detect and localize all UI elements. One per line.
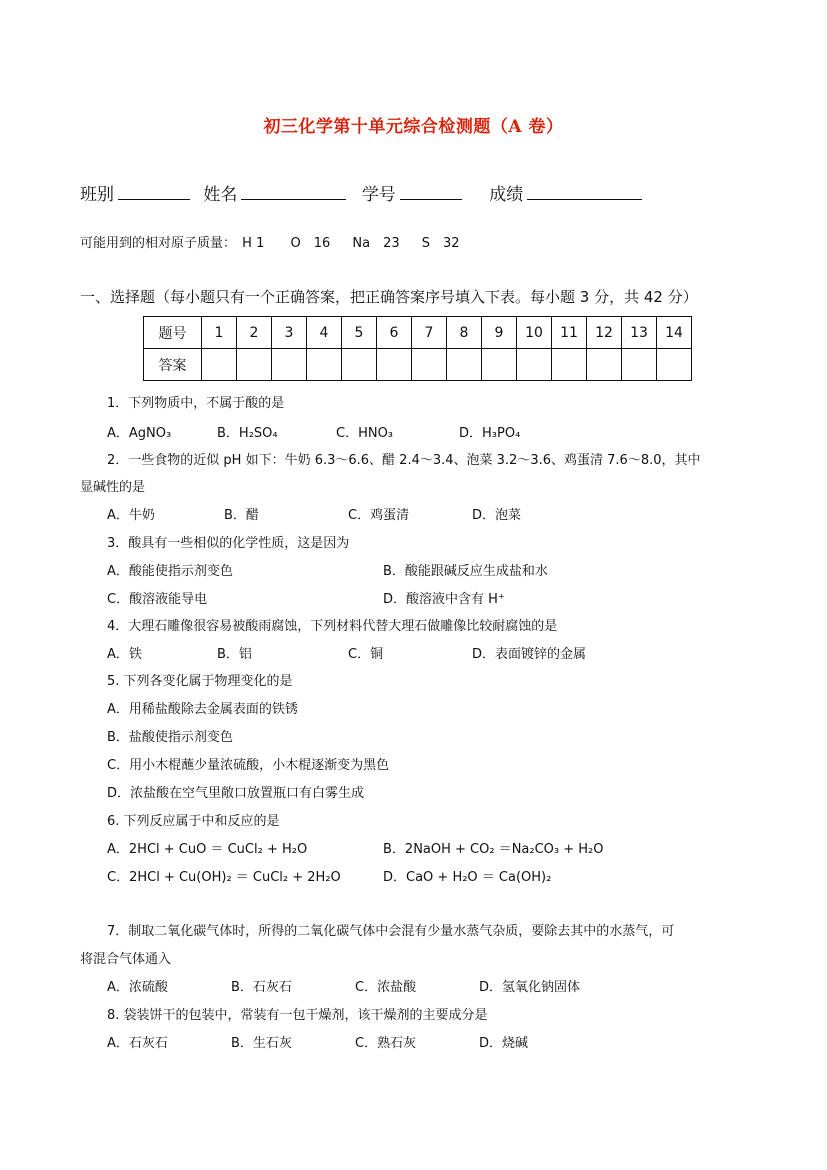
answer-table-number-row <box>144 317 692 349</box>
q7-option-d: D．氢氧化钠固体 <box>479 980 581 995</box>
q1-option-b: B．H₂SO₄ <box>217 426 278 441</box>
answer-cell[interactable] <box>412 349 447 381</box>
score-label: 成绩 <box>489 185 524 205</box>
answer-cell[interactable] <box>202 349 237 381</box>
q5-option-b: B．盐酸使指示剂变色 <box>107 730 233 745</box>
name-label: 姓名 <box>203 185 238 205</box>
answer-cell[interactable] <box>377 349 412 381</box>
q1-option-a: A．AgNO₃ <box>107 426 172 441</box>
class-blank[interactable] <box>118 184 190 200</box>
student-id-blank[interactable] <box>400 184 462 200</box>
answer-cell[interactable] <box>657 349 692 381</box>
name-blank[interactable] <box>241 184 346 200</box>
answer-cell[interactable] <box>272 349 307 381</box>
question-number: 13 <box>622 317 657 349</box>
section-heading: 一、选择题（每小题只有一个正确答案，把正确答案序号填入下表。每小题 3 分，共 42 分） <box>80 288 698 306</box>
question-7-stem-line1: 7．制取二氧化碳气体时，所得的二氧化碳气体中会混有少量水蒸气杂质，要除去其中的水蒸气，可 <box>107 924 675 939</box>
atomic-mass-o: O 16 <box>290 236 331 251</box>
q1-option-c: C．HNO₃ <box>336 426 394 441</box>
question-number: 10 <box>517 317 552 349</box>
q7-option-b: B．石灰石 <box>231 980 292 995</box>
q6-option-b: B．2NaOH + CO₂ ＝Na₂CO₃ + H₂O <box>383 842 604 857</box>
number-row-label: 题号 <box>144 317 202 349</box>
question-number: 1 <box>202 317 237 349</box>
q2-option-a: A．牛奶 <box>107 508 155 523</box>
question-5-stem: 5. 下列各变化属于物理变化的是 <box>107 674 293 689</box>
q3-option-c: C．酸溶液能导电 <box>107 592 208 607</box>
question-number: 7 <box>412 317 447 349</box>
q2-option-b: B．醋 <box>224 508 259 523</box>
question-number: 11 <box>552 317 587 349</box>
question-1-stem: 1．下列物质中，不属于酸的是 <box>107 396 285 411</box>
answer-table-answer-row <box>144 349 692 381</box>
q8-option-b: B．生石灰 <box>231 1036 292 1051</box>
class-label: 班别 <box>80 185 114 205</box>
q5-option-a: A．用稀盐酸除去金属表面的铁锈 <box>107 702 298 717</box>
score-blank[interactable] <box>527 184 642 200</box>
question-7-stem-line2: 将混合气体通入 <box>80 952 172 967</box>
question-2-stem-line2: 显碱性的是 <box>80 480 146 495</box>
question-number: 5 <box>342 317 377 349</box>
question-number: 14 <box>657 317 692 349</box>
q1-option-d: D．H₃PO₄ <box>459 426 521 441</box>
question-3-stem: 3．酸具有一些相似的化学性质，这是因为 <box>107 536 350 551</box>
student-id-label: 学号 <box>361 185 396 205</box>
q4-option-c: C．铜 <box>348 647 384 662</box>
atomic-mass-na: Na 23 <box>352 236 400 251</box>
question-number: 2 <box>237 317 272 349</box>
question-number: 12 <box>587 317 622 349</box>
q5-option-d: D．浓盐酸在空气里敞口放置瓶口有白雾生成 <box>107 786 365 801</box>
q6-option-a: A．2HCl + CuO ＝ CuCl₂ + H₂O <box>107 842 308 857</box>
q7-option-c: C．浓盐酸 <box>355 980 417 995</box>
question-8-stem: 8. 袋装饼干的包装中，常装有一包干燥剂，该干燥剂的主要成分是 <box>107 1008 488 1023</box>
q6-option-c: C．2HCl + Cu(OH)₂ ＝ CuCl₂ + 2H₂O <box>107 870 341 885</box>
q5-option-c: C．用小木棍蘸少量浓硫酸，小木棍逐渐变为黑色 <box>107 758 390 773</box>
answer-row-label: 答案 <box>144 349 202 381</box>
question-number: 6 <box>377 317 412 349</box>
answer-cell[interactable] <box>552 349 587 381</box>
student-info-line <box>80 180 642 205</box>
answer-cell[interactable] <box>587 349 622 381</box>
atomic-mass-h: H 1 <box>242 236 265 251</box>
answer-cell[interactable] <box>237 349 272 381</box>
question-number: 8 <box>447 317 482 349</box>
question-4-stem: 4．大理石雕像很容易被酸雨腐蚀，下列材料代替大理石做雕像比较耐腐蚀的是 <box>107 619 558 634</box>
answer-table <box>143 316 692 381</box>
question-2-stem-line1: 2．一些食物的近似 pH 如下：牛奶 6.3～6.6、醋 2.4～3.4、泡菜 3.2～3.6、鸡蛋清 7.6～8.0，其中 <box>107 453 701 468</box>
answer-cell[interactable] <box>482 349 517 381</box>
answer-cell[interactable] <box>307 349 342 381</box>
answer-cell[interactable] <box>342 349 377 381</box>
q3-option-d: D．酸溶液中含有 H⁺ <box>383 592 505 607</box>
q7-option-a: A．浓硫酸 <box>107 980 168 995</box>
question-number: 4 <box>307 317 342 349</box>
question-number: 3 <box>272 317 307 349</box>
q8-option-a: A．石灰石 <box>107 1036 168 1051</box>
q4-option-d: D．表面镀锌的金属 <box>472 647 587 662</box>
atomic-masses-label: 可能用到的相对原子质量： <box>80 236 237 251</box>
q6-option-d: D．CaO + H₂O ＝ Ca(OH)₂ <box>383 870 552 885</box>
question-number: 9 <box>482 317 517 349</box>
q8-option-d: D．烧碱 <box>479 1036 529 1051</box>
q4-option-a: A．铁 <box>107 647 142 662</box>
q2-option-d: D．泡菜 <box>472 508 522 523</box>
q3-option-b: B．酸能跟碱反应生成盐和水 <box>383 564 548 579</box>
answer-cell[interactable] <box>447 349 482 381</box>
answer-cell[interactable] <box>517 349 552 381</box>
question-6-stem: 6. 下列反应属于中和反应的是 <box>107 814 280 829</box>
page-title: 初三化学第十单元综合检测题（A 卷） <box>263 117 564 137</box>
atomic-masses <box>80 232 460 251</box>
atomic-mass-s: S 32 <box>421 236 460 251</box>
answer-cell[interactable] <box>622 349 657 381</box>
q4-option-b: B．铝 <box>217 647 252 662</box>
q3-option-a: A．酸能使指示剂变色 <box>107 564 233 579</box>
q8-option-c: C．熟石灰 <box>355 1036 417 1051</box>
q2-option-c: C．鸡蛋清 <box>348 508 410 523</box>
